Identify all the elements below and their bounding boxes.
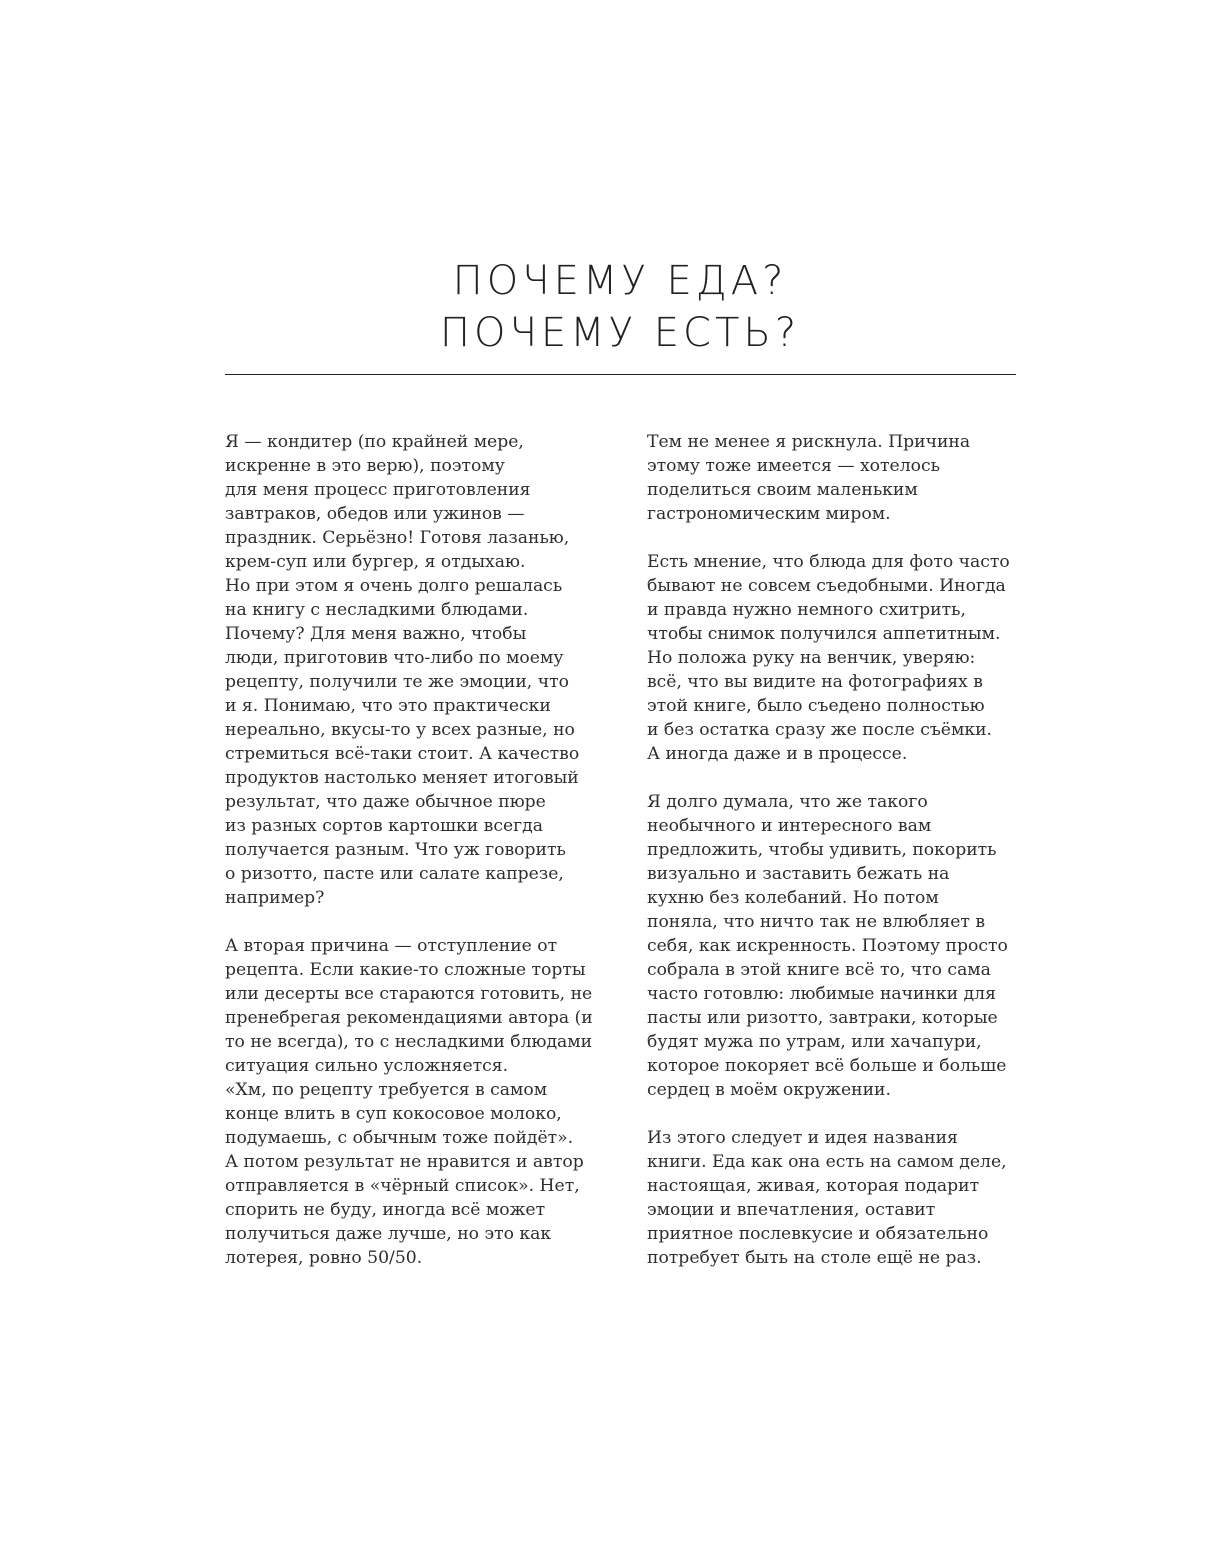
text-line: нереально, вкусы-то у всех разные, но — [225, 720, 575, 740]
text-line: рецепта. Если какие-то сложные торты — [225, 960, 586, 980]
text-line: лотерея, ровно 50/50. — [225, 1248, 423, 1268]
text-line: Есть мнение, что блюда для фото часто — [647, 552, 1010, 572]
text-column-right — [647, 430, 1022, 1294]
title-divider — [225, 374, 1016, 375]
text-line: бывают не совсем съедобными. Иногда — [647, 576, 1006, 596]
text-line: гастрономическим миром. — [647, 504, 891, 524]
text-line: пасты или ризотто, завтраки, которые — [647, 1008, 998, 1028]
text-line: кухню без колебаний. Но потом — [647, 888, 939, 908]
text-line: Но при этом я очень долго решалась — [225, 576, 563, 596]
text-line: потребует быть на столе ещё не раз. — [647, 1248, 982, 1268]
text-column-left — [225, 430, 600, 1294]
text-line: о ризотто, пасте или салате капрезе, — [225, 864, 564, 884]
page-title — [0, 255, 1211, 359]
text-line: люди, приготовив что-либо по моему — [225, 648, 564, 668]
text-line: конце влить в суп кокосовое молоко, — [225, 1104, 562, 1124]
text-line: Почему? Для меня важно, чтобы — [225, 624, 527, 644]
text-line: чтобы снимок получился аппетитным. — [647, 624, 1001, 644]
text-line: поделиться своим маленьким — [647, 480, 918, 500]
text-line: Я — кондитер (по крайней мере, — [225, 432, 524, 452]
text-line: необычного и интересного вам — [647, 816, 932, 836]
text-line: рецепту, получили те же эмоции, что — [225, 672, 569, 692]
text-line: на книгу с несладкими блюдами. — [225, 600, 529, 620]
text-line: продуктов настолько меняет итоговый — [225, 768, 579, 788]
text-line: поняла, что ничто так не влюбляет в — [647, 912, 986, 932]
title-line-1: ПОЧЕМУ ЕДА? — [452, 257, 788, 304]
text-line: книги. Еда как она есть на самом деле, — [647, 1152, 1007, 1172]
text-line: стремиться всё-таки стоит. А качество — [225, 744, 580, 764]
text-line: часто готовлю: любимые начинки для — [647, 984, 996, 1004]
text-line: и без остатка сразу же после съёмки. — [647, 720, 992, 740]
text-line: А иногда даже и в процессе. — [647, 744, 908, 764]
text-line: или десерты все стараются готовить, не — [225, 984, 593, 1004]
text-line: сердец в моём окружении. — [647, 1080, 891, 1100]
paragraph — [225, 934, 600, 1270]
text-line: приятное послевкусие и обязательно — [647, 1224, 989, 1244]
text-line: настоящая, живая, которая подарит — [647, 1176, 980, 1196]
text-line: Но положа руку на венчик, уверяю: — [647, 648, 976, 668]
text-line: Из этого следует и идея названия — [647, 1128, 958, 1148]
text-line: подумаешь, с обычным тоже пойдёт». — [225, 1128, 574, 1148]
text-line: этому тоже имеется — хотелось — [647, 456, 940, 476]
text-line: всё, что вы видите на фотографиях в — [647, 672, 983, 692]
text-line: то не всегда), то с несладкими блюдами — [225, 1032, 593, 1052]
text-line: А потом результат не нравится и автор — [225, 1152, 584, 1172]
text-line: для меня процесс приготовления — [225, 480, 531, 500]
text-line: эмоции и впечатления, оставит — [647, 1200, 936, 1220]
text-line: праздник. Серьёзно! Готовя лазанью, — [225, 528, 570, 548]
text-line: результат, что даже обычное пюре — [225, 792, 546, 812]
text-line: спорить не буду, иногда всё может — [225, 1200, 546, 1220]
text-line: из разных сортов картошки всегда — [225, 816, 543, 836]
text-line: визуально и заставить бежать на — [647, 864, 950, 884]
text-line: получиться даже лучше, но это как — [225, 1224, 552, 1244]
text-line: себя, как искренность. Поэтому просто — [647, 936, 1008, 956]
paragraph — [647, 550, 1022, 766]
text-line: завтраков, обедов или ужинов — — [225, 504, 525, 524]
text-line: «Хм, по рецепту требуется в самом — [225, 1080, 548, 1100]
text-line: крем-суп или бургер, я отдыхаю. — [225, 552, 526, 572]
text-line: которое покоряет всё больше и больше — [647, 1056, 1007, 1076]
paragraph — [647, 1126, 1022, 1270]
text-line: А вторая причина — отступление от — [225, 936, 558, 956]
paragraph — [225, 430, 600, 910]
text-line: этой книге, было съедено полностью — [647, 696, 985, 716]
text-line: Тем не менее я рискнула. Причина — [647, 432, 971, 452]
text-line: пренебрегая рекомендациями автора (и — [225, 1008, 593, 1028]
text-line: получается разным. Что уж говорить — [225, 840, 566, 860]
text-line: и правда нужно немного схитрить, — [647, 600, 966, 620]
text-line: искренне в это верю), поэтому — [225, 456, 505, 476]
text-line: ситуация сильно усложняется. — [225, 1056, 509, 1076]
paragraph — [647, 790, 1022, 1102]
text-line: собрала в этой книге всё то, что сама — [647, 960, 991, 980]
text-line: предложить, чтобы удивить, покорить — [647, 840, 997, 860]
title-line-2: ПОЧЕМУ ЕСТЬ? — [439, 309, 801, 356]
text-line: Я долго думала, что же такого — [647, 792, 928, 812]
text-line: и я. Понимаю, что это практически — [225, 696, 551, 716]
text-line: например? — [225, 888, 325, 908]
text-line: отправляется в «чёрный список». Нет, — [225, 1176, 580, 1196]
paragraph — [647, 430, 1022, 526]
text-line: будят мужа по утрам, или хачапури, — [647, 1032, 982, 1052]
